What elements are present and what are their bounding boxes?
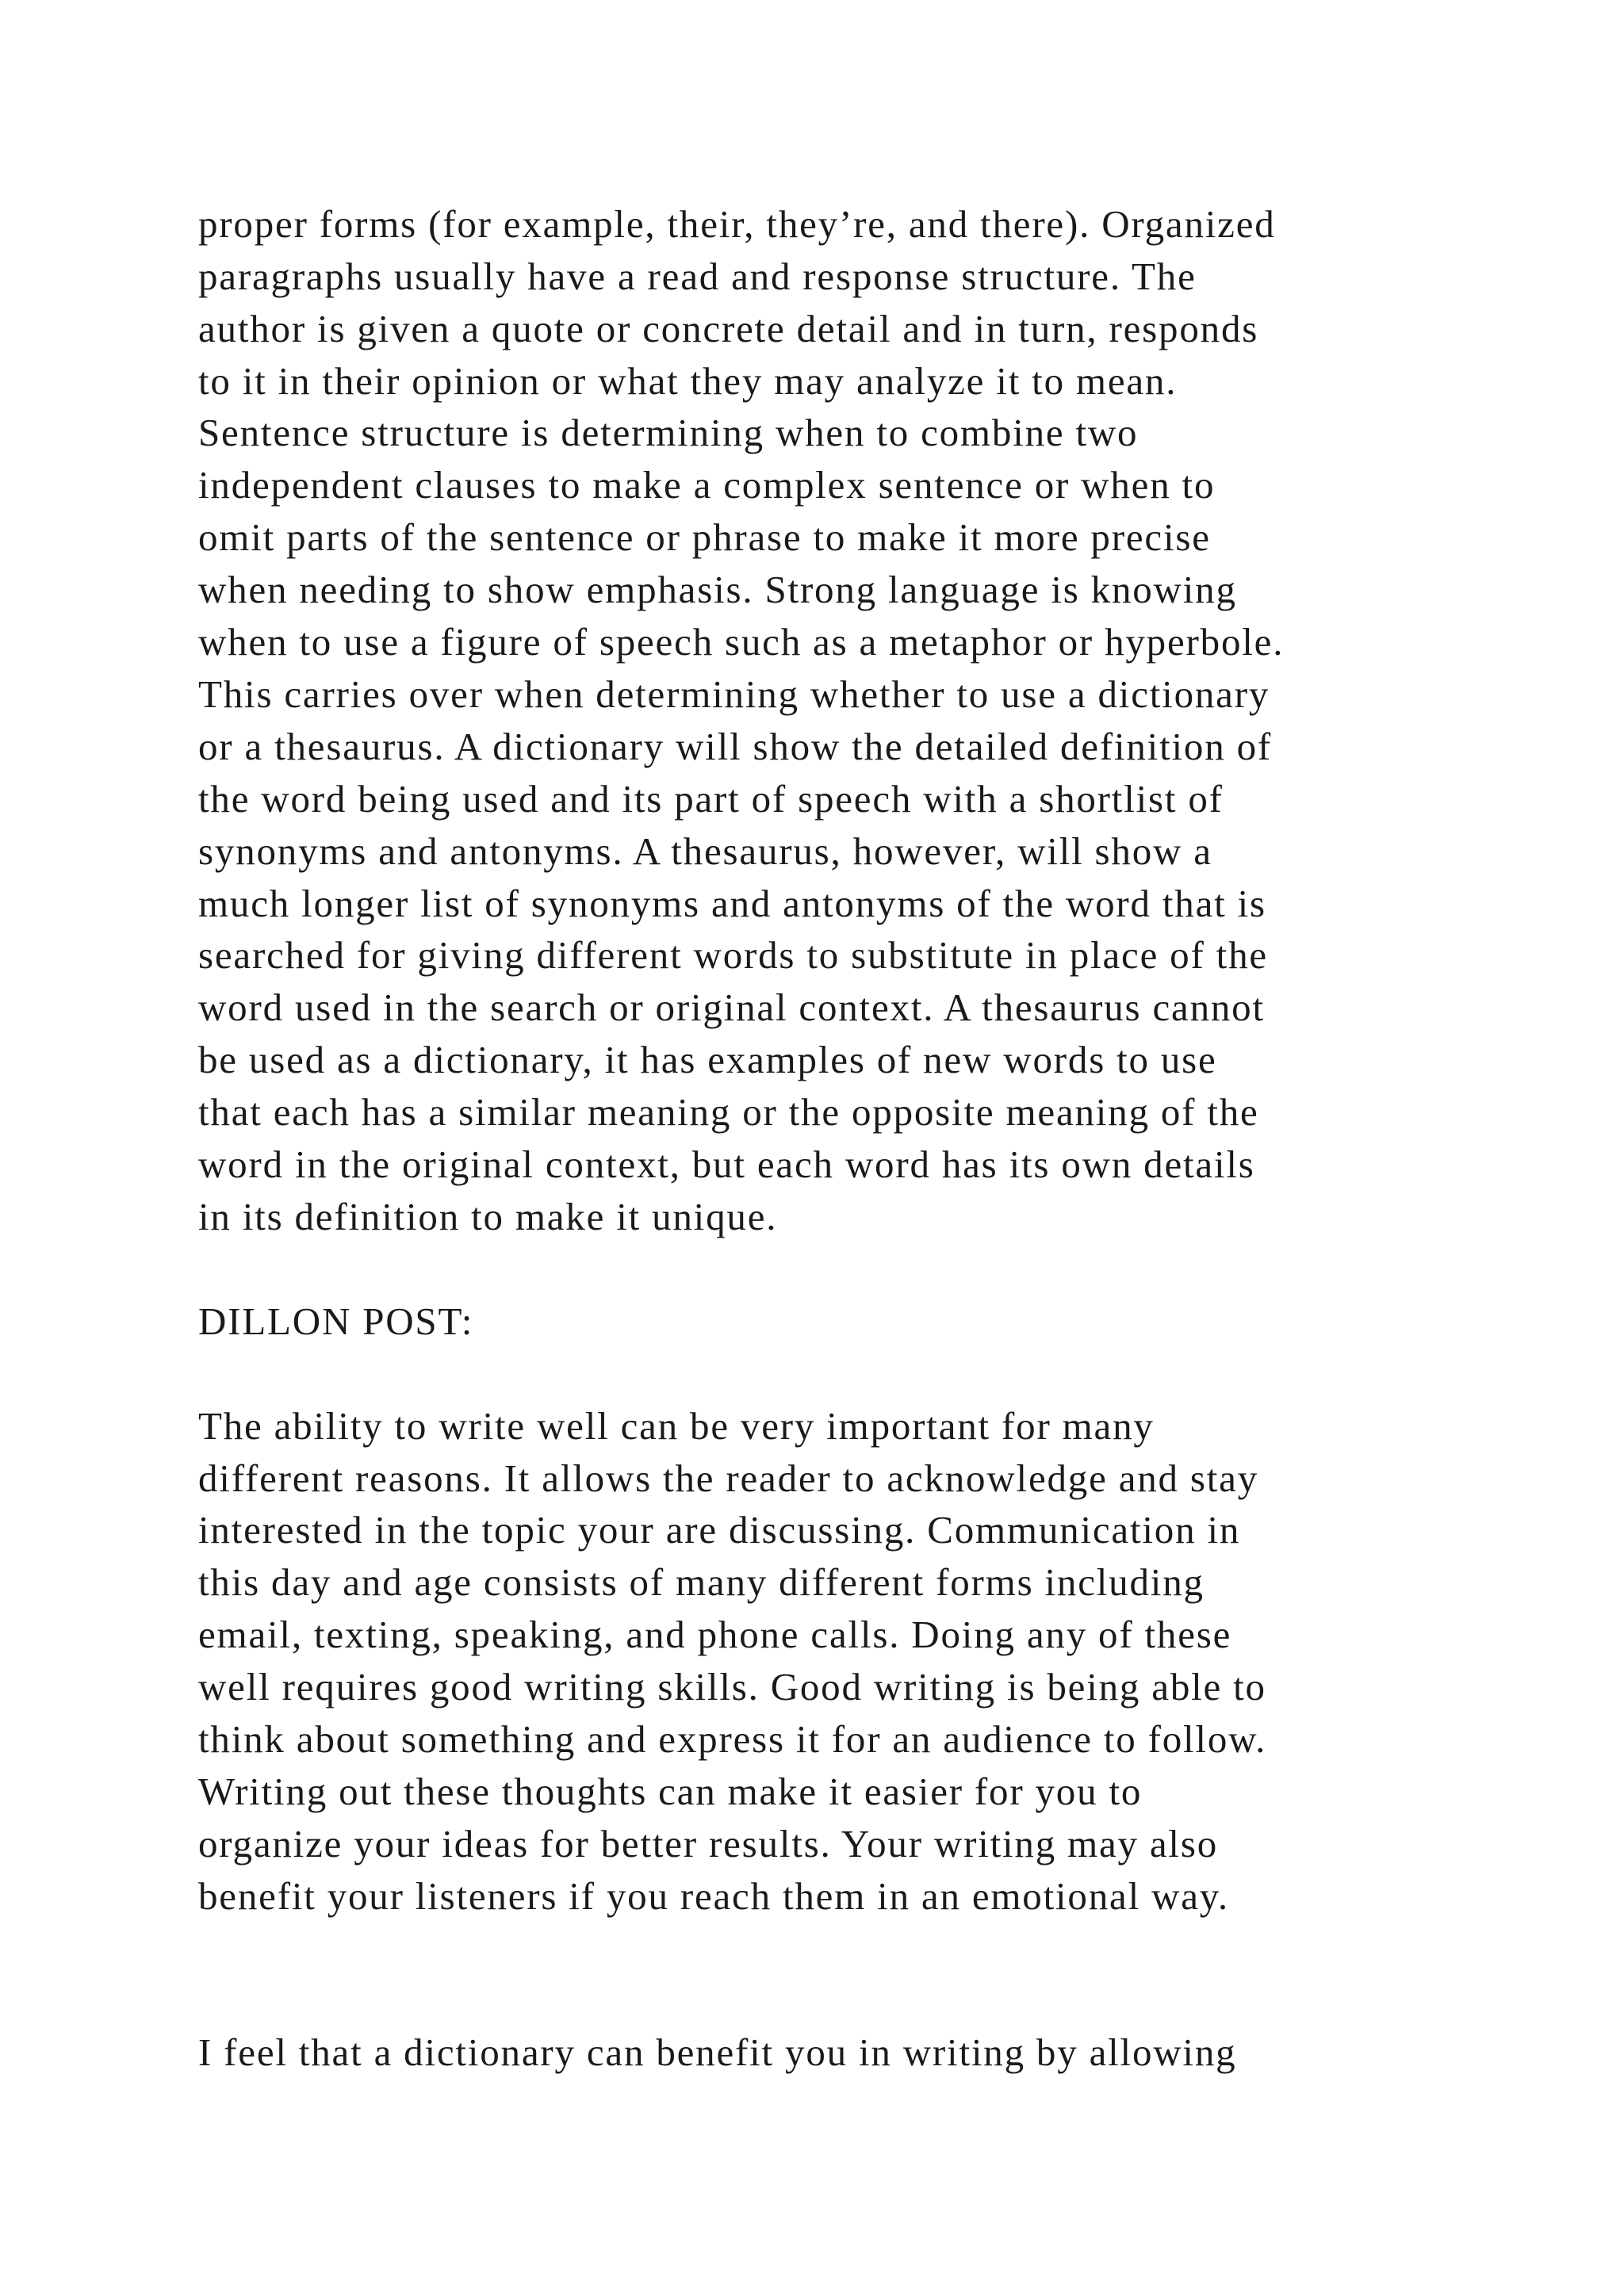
text-line: or a thesaurus. A dictionary will show the detailed definition of <box>198 725 1272 768</box>
text-line: organize your ideas for better results. Your writing may also <box>198 1822 1219 1866</box>
text-line: benefit your listeners if you reach them in an emotional way. <box>198 1874 1229 1918</box>
text-line: searched for giving different words to substitute in place of the <box>198 933 1268 977</box>
text-line: word in the original context, but each word has its own details <box>198 1142 1255 1186</box>
text-line: I feel that a dictionary can benefit you in writing by allowing <box>198 2030 1237 2074</box>
section-heading: DILLON POST: <box>198 1299 474 1343</box>
text-line: this day and age consists of many different forms including <box>198 1560 1205 1604</box>
text-line: This carries over when determining whether to use a dictionary <box>198 672 1270 716</box>
text-line: The ability to write well can be very important for many <box>198 1404 1155 1448</box>
text-line: think about something and express it for an audience to follow. <box>198 1717 1267 1761</box>
text-line: omit parts of the sentence or phrase to make it more precise <box>198 515 1211 559</box>
text-line: interested in the topic your are discussing. Communication in <box>198 1508 1241 1552</box>
text-line: word used in the search or original context. A thesaurus cannot <box>198 985 1265 1029</box>
text-line: different reasons. It allows the reader to acknowledge and stay <box>198 1456 1259 1500</box>
text-line: that each has a similar meaning or the opposite meaning of the <box>198 1090 1259 1134</box>
text-line: when needing to show emphasis. Strong language is knowing <box>198 568 1237 611</box>
text-line: independent clauses to make a complex sentence or when to <box>198 463 1216 507</box>
text-line: Writing out these thoughts can make it easier for you to <box>198 1770 1143 1813</box>
text-line: in its definition to make it unique. <box>198 1195 778 1238</box>
text-line: the word being used and its part of speech with a shortlist of <box>198 777 1224 821</box>
text-line: paragraphs usually have a read and response structure. The <box>198 254 1197 298</box>
text-line: when to use a figure of speech such as a metaphor or hyperbole. <box>198 620 1285 664</box>
text-line: much longer list of synonyms and antonyms of the word that is <box>198 882 1266 925</box>
text-line: Sentence structure is determining when to combine two <box>198 411 1139 454</box>
text-line: proper forms (for example, their, they’re, and there). Organized <box>198 202 1276 246</box>
text-line: be used as a dictionary, it has examples of new words to use <box>198 1038 1217 1081</box>
text-line: author is given a quote or concrete detail and in turn, responds <box>198 307 1259 350</box>
text-line: email, texting, speaking, and phone calls. Doing any of these <box>198 1613 1232 1656</box>
text-line: to it in their opinion or what they may analyze it to mean. <box>198 359 1178 403</box>
text-line: synonyms and antonyms. A thesaurus, however, will show a <box>198 829 1212 873</box>
text-line: well requires good writing skills. Good writing is being able to <box>198 1665 1266 1709</box>
